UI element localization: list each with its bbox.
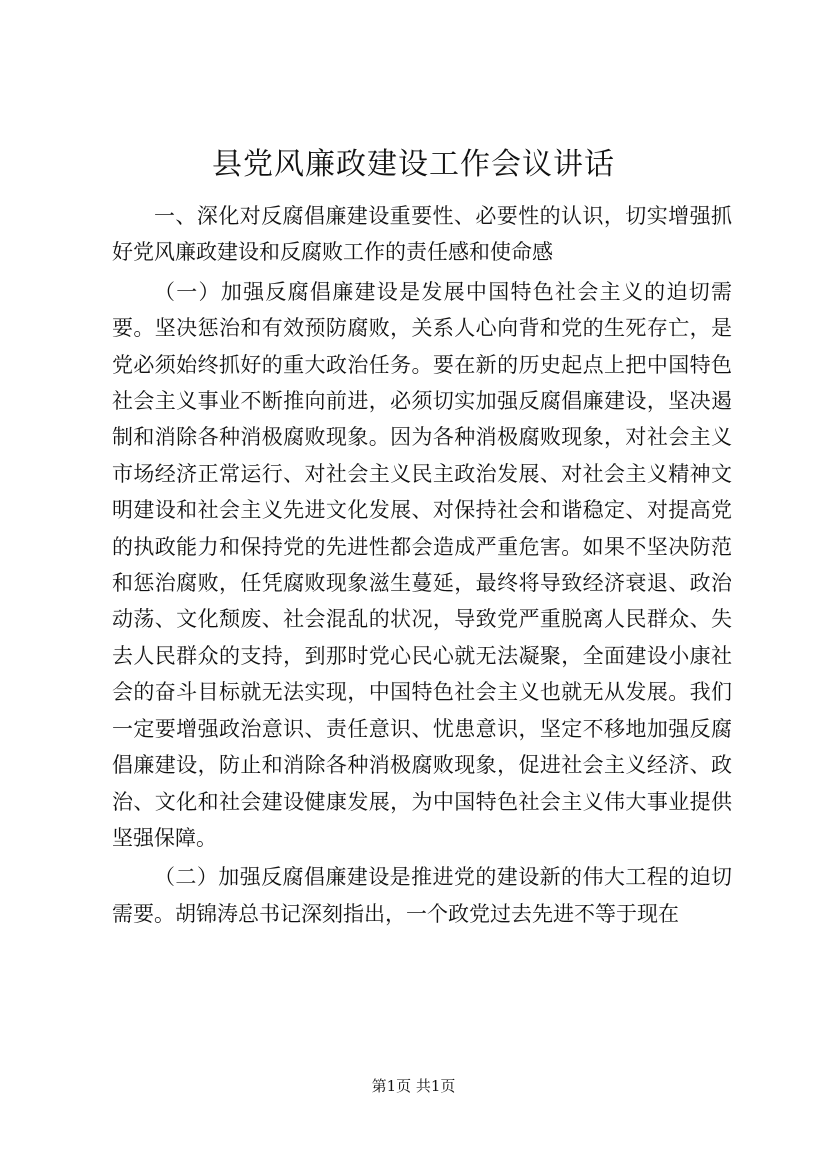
paragraph-point-one: （一）加强反腐倡廉建设是发展中国特色社会主义的迫切需要。坚决惩治和有效预防腐败，关系人心向背和党的生死存亡，是党必须始终抓好的重大政治任务。要在新的历史起点上把中国特色社会主义事业不断推向前进，必须切实加强反腐倡廉建设，坚决遏制和消除各种消极腐败现象。因为各种消极腐败现象，对社会主义市场经济正常运行、对社会主义民主政治发展、对社会主义精神文明建设和社会主义先进文化发展、对保持社会和谐稳定、对提高党的执政能力和保持党的先进性都会造成严重危害。如果不坚决防范和惩治腐败，任凭腐败现象滋生蔓延，最终将导致经济衰退、政治动荡、文化颓废、社会混乱的状况，导致党严重脱离人民群众、失去人民群众的支持，到那时党心民心就无法凝聚，全面建设小康社会的奋斗目标就无法实现，中国特色社会主义也就无从发展。我们一定要增强政治意识、责任意识、忧患意识，坚定不移地加强反腐倡廉建设，防止和消除各种消极腐败现象，促进社会主义经济、政治、文化和社会建设健康发展，为中国特色社会主义伟大事业提供坚强保障。: [112, 279, 732, 850]
page-number-footer: 第1页 共1页: [371, 1077, 456, 1095]
document-body: [112, 198, 732, 932]
document-title: 县党风廉政建设工作会议讲话: [212, 147, 615, 182]
paragraph-section-heading: 一、深化对反腐倡廉建设重要性、必要性的认识，切实增强抓好党风廉政建设和反腐败工作的责任感和使命感: [112, 204, 732, 265]
paragraph-point-two: （二）加强反腐倡廉建设是推进党的建设新的伟大工程的迫切需要。胡锦涛总书记深刻指出，一个政党过去先进不等于现在: [112, 865, 732, 926]
